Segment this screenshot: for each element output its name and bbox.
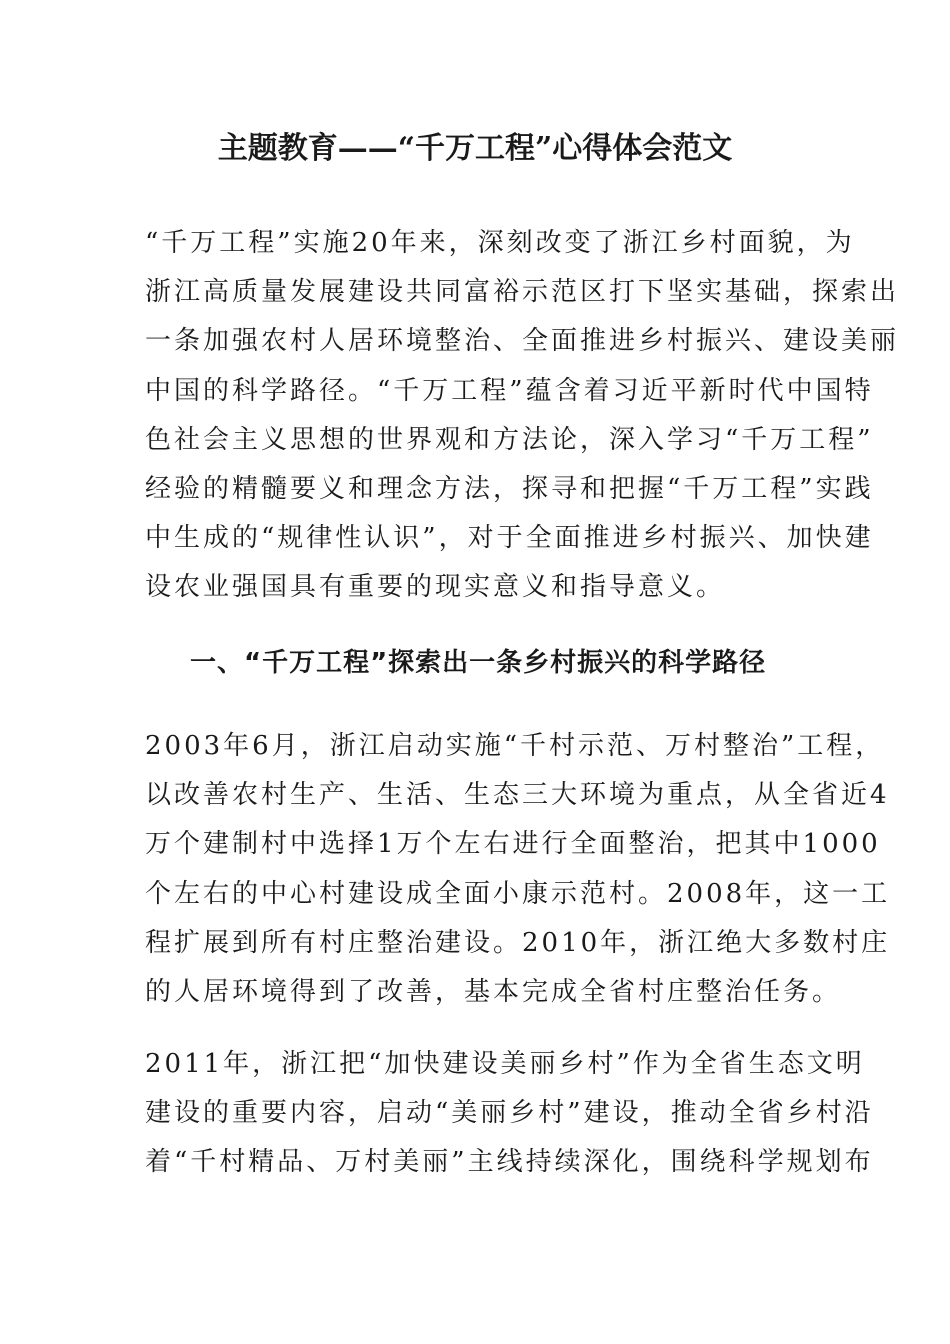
paragraph-line: 的人居环境得到了改善，基本完成全省村庄整治任务。: [145, 976, 842, 1007]
paragraph-line: 设农业强国具有重要的现实意义和指导意义。: [145, 572, 726, 603]
paragraph-line: 个左右的中心村建设成全面小康示范村。2008年，这一工: [145, 878, 891, 909]
paragraph-line: 2011年，浙江把“加快建设美丽乡村”作为全省生态文明: [145, 1049, 865, 1079]
paragraph-line: 中国的科学路径。“千万工程”蕴含着习近平新时代中国特: [145, 375, 874, 406]
section-heading: 一、“千万工程”探索出一条乡村振兴的科学路径: [190, 648, 767, 678]
document-title: 主题教育——“千万工程”心得体会范文: [217, 131, 733, 166]
paragraph-line: 经验的精髓要义和理念方法，探寻和把握“千万工程”实践: [145, 473, 874, 504]
paragraph-line: 中生成的“规律性认识”，对于全面推进乡村振兴、加快建: [145, 523, 874, 554]
paragraph-line: 建设的重要内容，启动“美丽乡村”建设，推动全省乡村沿: [145, 1098, 874, 1129]
paragraph-intro: [145, 219, 900, 613]
paragraph-line: 万个建制村中选择1万个左右进行全面整治，把其中1000: [145, 829, 881, 860]
paragraph-line: 色社会主义思想的世界观和方法论，深入学习“千万工程”: [145, 424, 874, 455]
paragraph-line: 以改善农村生产、生活、生态三大环境为重点，从全省近4: [145, 780, 890, 811]
paragraph-history: [145, 722, 891, 1017]
paragraph-line: “千万工程”实施20年来，深刻改变了浙江乡村面貌，为: [145, 228, 855, 258]
paragraph-line: 着“千村精品、万村美丽”主线持续深化，围绕科学规划布: [145, 1147, 874, 1178]
paragraph-line: 浙江高质量发展建设共同富裕示范区打下坚实基础，探索出: [145, 277, 900, 308]
paragraph-line: 程扩展到所有村庄整治建设。2010年，浙江绝大多数村庄: [145, 927, 891, 958]
paragraph-beautiful-village: [145, 1040, 874, 1188]
paragraph-line: 一条加强农村人居环境整治、全面推进乡村振兴、建设美丽: [145, 326, 900, 357]
paragraph-line: 2003年6月，浙江启动实施“千村示范、万村整治”工程，: [145, 731, 885, 761]
